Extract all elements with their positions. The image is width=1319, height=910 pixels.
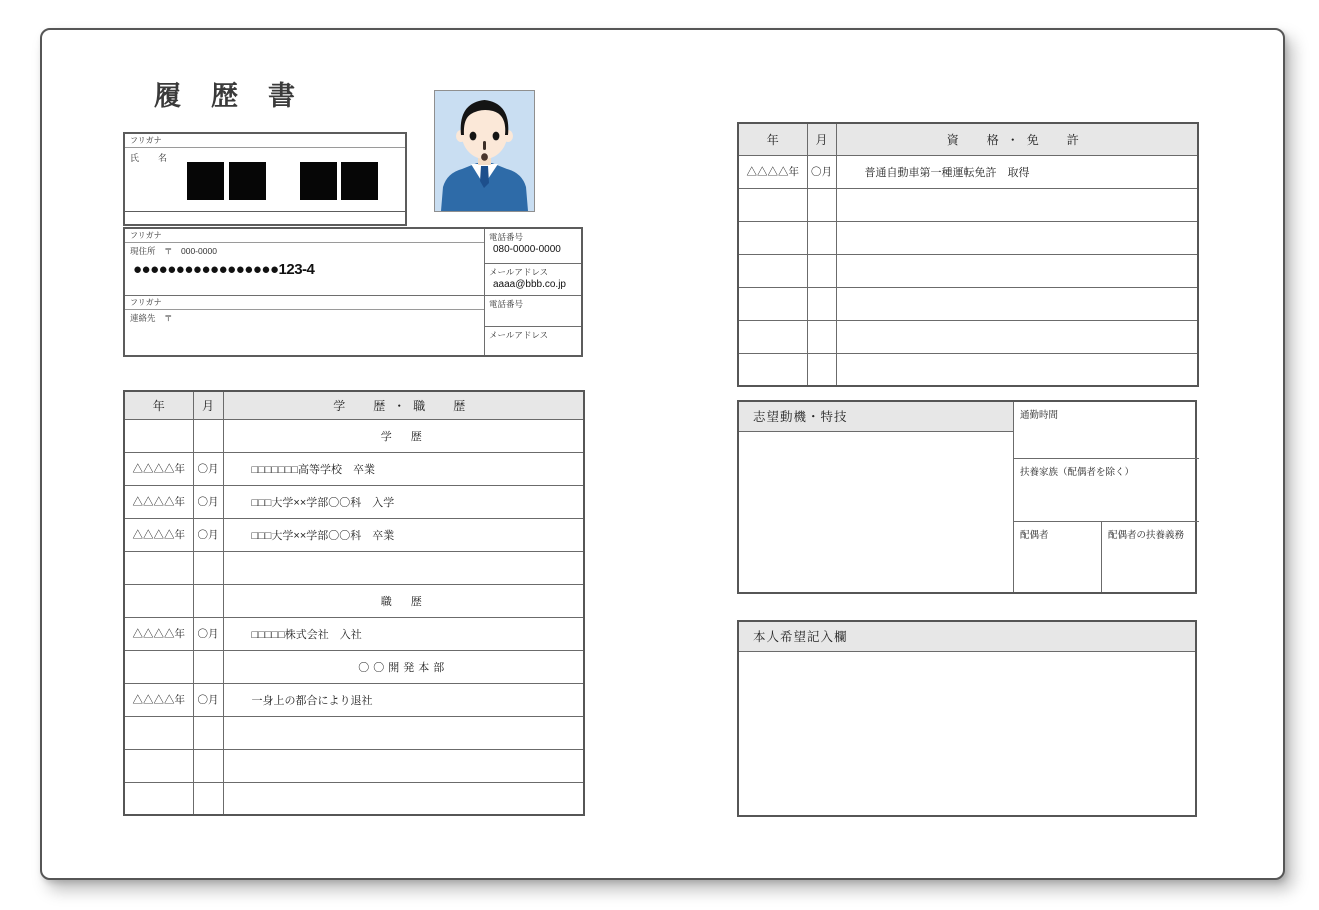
contact-address-cell [125, 296, 485, 355]
spouse-cell [1014, 522, 1102, 592]
personal-wishes-section [737, 620, 1197, 817]
address-furigana-label: フリガナ [125, 229, 484, 243]
phone-value: 080-0000-0000 [493, 244, 561, 255]
person-illustration-icon [435, 91, 534, 211]
address-section [123, 227, 583, 357]
table-row [738, 221, 1198, 254]
contact-phone-cell [485, 296, 581, 327]
table-row [738, 155, 1198, 188]
cell-text: □□□□□株式会社 入社 [223, 617, 584, 650]
cell-year [738, 188, 807, 221]
contact-furigana-label: フリガナ [125, 296, 484, 310]
table-row [738, 188, 1198, 221]
table-row [124, 782, 584, 815]
table-row [124, 485, 584, 518]
censored-address-value: ●●●●●●●●●●●●●●●●●123-4 [133, 261, 315, 278]
year-header: 年 [738, 123, 807, 155]
cell-month: 〇月 [193, 485, 223, 518]
spouse-obligation-cell [1102, 522, 1199, 592]
censored-name-blocks [125, 134, 405, 211]
year-header: 年 [124, 391, 193, 419]
dependents-cell [1014, 459, 1199, 522]
cell-year [124, 551, 193, 584]
cell-year [124, 749, 193, 782]
contact-address-label: 連絡先 〒 [130, 313, 173, 323]
cell-month [193, 650, 223, 683]
table-row [738, 353, 1198, 386]
cell-year [738, 320, 807, 353]
table-header-row [124, 391, 584, 419]
cell-text: 〇〇開発本部 [223, 650, 584, 683]
cell-text: 職 歴 [223, 584, 584, 617]
personal-wishes-title: 本人希望記入欄 [739, 622, 1195, 652]
cell-month [193, 716, 223, 749]
cell-year [124, 716, 193, 749]
cell-text [223, 716, 584, 749]
phone-label: 電話番号 [489, 232, 524, 242]
cell-year [738, 287, 807, 320]
motivation-title: 志望動機・特技 [739, 402, 1013, 432]
table-header-row [738, 123, 1198, 155]
cell-month [193, 551, 223, 584]
table-row [738, 254, 1198, 287]
table-row [124, 683, 584, 716]
motivation-box [739, 402, 1014, 592]
cell-month [807, 353, 836, 386]
cell-year: △△△△年 [124, 452, 193, 485]
censored-name-block [300, 162, 337, 200]
cell-month [807, 320, 836, 353]
contact-email-cell [485, 327, 581, 355]
table-row [124, 749, 584, 782]
id-photo [434, 90, 535, 212]
contact-email-value [485, 341, 581, 342]
cell-month [807, 188, 836, 221]
table-row [738, 320, 1198, 353]
qualifications-header: 資 格・免 許 [836, 123, 1198, 155]
contact-phone-value [485, 310, 581, 311]
cell-month: 〇月 [193, 518, 223, 551]
cell-month: 〇月 [193, 617, 223, 650]
cell-month [193, 584, 223, 617]
contact-phone-label: 電話番号 [489, 299, 524, 309]
phone-cell [485, 229, 581, 264]
censored-name-block [187, 162, 224, 200]
cell-month [807, 287, 836, 320]
cell-year [738, 221, 807, 254]
cell-month: 〇月 [807, 155, 836, 188]
month-header: 月 [193, 391, 223, 419]
cell-text: 学 歴 [223, 419, 584, 452]
censored-name-block [341, 162, 378, 200]
table-row [124, 518, 584, 551]
table-row [738, 287, 1198, 320]
censored-name-block [229, 162, 266, 200]
table-row [124, 650, 584, 683]
spouse-label: 配偶者 [1020, 530, 1049, 541]
cell-text [836, 221, 1198, 254]
current-address-cell [125, 229, 485, 296]
dependents-label: 扶養家族（配偶者を除く） [1020, 467, 1135, 478]
qualifications-table [737, 122, 1199, 387]
cell-month: 〇月 [193, 452, 223, 485]
cell-year [738, 254, 807, 287]
cell-year [124, 650, 193, 683]
month-header: 月 [807, 123, 836, 155]
table-row [124, 452, 584, 485]
name-furigana-label: フリガナ [125, 134, 405, 148]
cell-text: 一身上の都合により退社 [223, 683, 584, 716]
cell-month [807, 221, 836, 254]
email-label: メールアドレス [489, 267, 549, 277]
email-cell [485, 264, 581, 296]
contact-email-label: メールアドレス [489, 330, 549, 340]
cell-text: □□□大学××学部〇〇科 卒業 [223, 518, 584, 551]
cell-year [124, 419, 193, 452]
table-row [124, 716, 584, 749]
cell-text [223, 551, 584, 584]
cell-text [836, 188, 1198, 221]
cell-year: △△△△年 [124, 617, 193, 650]
commute-time-cell [1014, 402, 1199, 459]
spouse-obligation-label: 配偶者の扶養義務 [1108, 530, 1185, 541]
cell-text [223, 782, 584, 815]
cell-text [836, 353, 1198, 386]
cell-year: △△△△年 [124, 518, 193, 551]
cell-text [836, 320, 1198, 353]
email-value: aaaa@bbb.co.jp [493, 279, 566, 290]
table-row [124, 419, 584, 452]
cell-month: 〇月 [193, 683, 223, 716]
current-address-label: 現住所 〒 000-0000 [130, 246, 217, 256]
page-title: 履歴書 [154, 81, 325, 111]
education-history-header: 学 歴・職 歴 [223, 391, 584, 419]
cell-text [836, 287, 1198, 320]
commute-time-label: 通勤時間 [1020, 410, 1059, 421]
cell-year: △△△△年 [738, 155, 807, 188]
name-section [123, 132, 407, 213]
cell-text: □□□□□□□高等学校 卒業 [223, 452, 584, 485]
cell-text [223, 749, 584, 782]
cell-month [193, 749, 223, 782]
education-history-table [123, 390, 585, 816]
cell-text: 普通自動車第一種運転免許 取得 [836, 155, 1198, 188]
cell-year [124, 584, 193, 617]
birthdate-row [123, 211, 407, 226]
cell-year [738, 353, 807, 386]
cell-month [193, 419, 223, 452]
table-row [124, 617, 584, 650]
resume-page [40, 28, 1285, 880]
cell-year: △△△△年 [124, 683, 193, 716]
cell-year: △△△△年 [124, 485, 193, 518]
cell-month [193, 782, 223, 815]
name-label: 氏 名 [130, 153, 173, 163]
table-row [124, 551, 584, 584]
motivation-section [737, 400, 1197, 594]
cell-text: □□□大学××学部〇〇科 入学 [223, 485, 584, 518]
table-row [124, 584, 584, 617]
cell-year [124, 782, 193, 815]
cell-text [836, 254, 1198, 287]
cell-month [807, 254, 836, 287]
